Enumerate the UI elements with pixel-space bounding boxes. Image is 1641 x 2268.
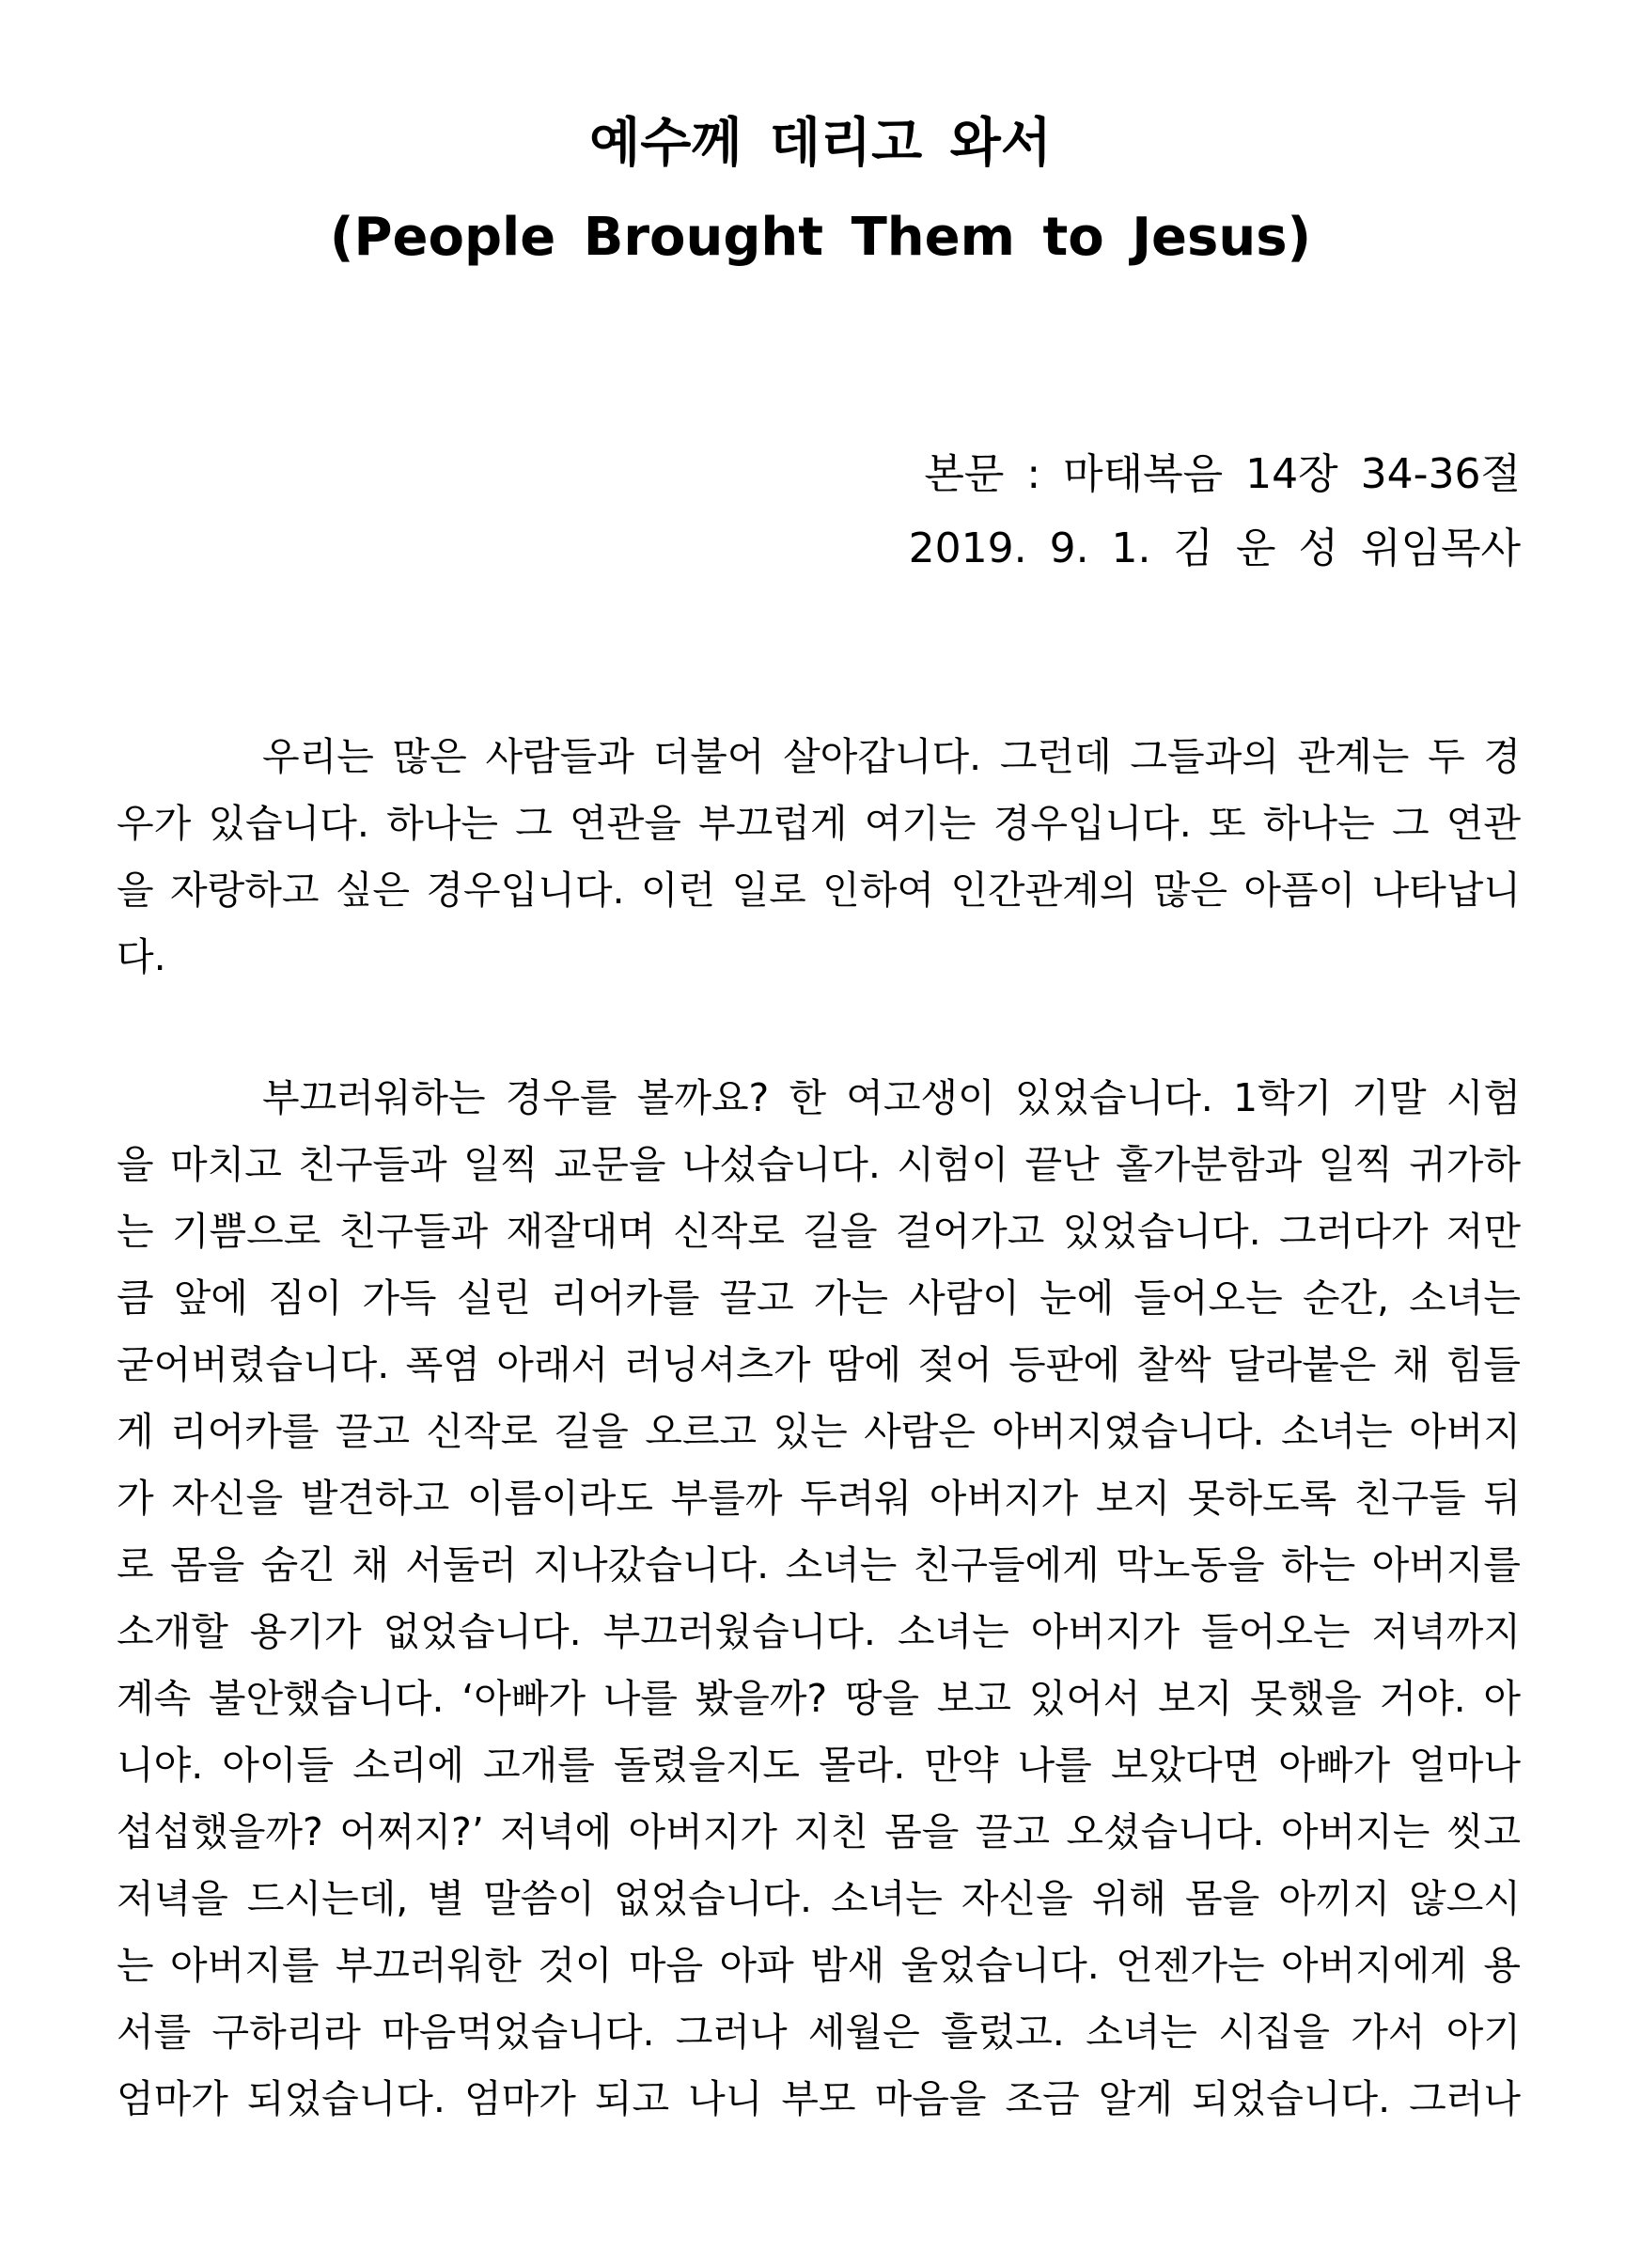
text-line: 저녁을 드시는데, 별 말씀이 없었습니다. 소녀는 자신을 위해 몸을 아끼지 않으시 [117, 1876, 1521, 1921]
text-line: 게 리어카를 끌고 신작로 길을 오르고 있는 사람은 아버지였습니다. 소녀는 아버지 [117, 1409, 1521, 1454]
text-line: 을 자랑하고 싶은 경우입니다. 이런 일로 인하여 인간관계의 많은 아픔이 나타납니 [117, 868, 1521, 913]
text-line: 부끄러워하는 경우를 볼까요? 한 여고생이 있었습니다. 1학기 기말 시험 [262, 1075, 1521, 1120]
text-line: 엄마가 되었습니다. 엄마가 되고 나니 부모 마음을 조금 알게 되었습니다. 그러나 [117, 2076, 1521, 2121]
text-line: 섭섭했을까? 어쩌지?’ 저녁에 아버지가 지친 몸을 끌고 오셨습니다. 아버지는 씻고 [117, 1809, 1521, 1854]
text-line: 다. [117, 934, 166, 979]
text-line: 계속 불안했습니다. ‘아빠가 나를 봤을까? 땅을 보고 있어서 보지 못했을 거야. 아 [117, 1676, 1521, 1721]
text-line: 가 자신을 발견하고 이름이라도 부를까 두려워 아버지가 보지 못하도록 친구들 뒤 [117, 1476, 1521, 1521]
date-author: 2019. 9. 1. 김 운 성 위임목사 [908, 524, 1521, 572]
text-line: 큼 앞에 짐이 가득 실린 리어카를 끌고 가는 사람이 눈에 들어오는 순간, 소녀는 [117, 1275, 1521, 1321]
text-line: 우리는 많은 사람들과 더불어 살아갑니다. 그런데 그들과의 관계는 두 경 [262, 734, 1521, 779]
paragraph-1 [117, 728, 1521, 995]
text-line: 소개할 용기가 없었습니다. 부끄러웠습니다. 소녀는 아버지가 들어오는 저녁까지 [117, 1609, 1521, 1654]
title-english: (People Brought Them to Jesus) [329, 207, 1312, 268]
title-korean: 예수께 데리고 와서 [589, 113, 1052, 174]
text-line: 는 기쁨으로 친구들과 재잘대며 신작로 길을 걸어가고 있었습니다. 그러다가 저만 [117, 1209, 1521, 1254]
paragraph-2 [117, 1070, 1521, 2137]
text-line: 로 몸을 숨긴 채 서둘러 지나갔습니다. 소녀는 친구들에게 막노동을 하는 아버지를 [117, 1542, 1521, 1588]
text-line: 는 아버지를 부끄러워한 것이 마음 아파 밤새 울었습니다. 언젠가는 아버지에게 용 [117, 1943, 1521, 1988]
text-line: 을 마치고 친구들과 일찍 교문을 나섰습니다. 시험이 끝난 홀가분함과 일찍 귀가하 [117, 1142, 1521, 1187]
text-line: 굳어버렸습니다. 폭염 아래서 러닝셔츠가 땀에 젖어 등판에 찰싹 달라붙은 채 힘들 [117, 1342, 1521, 1387]
scripture-reference: 본문 : 마태복음 14장 34-36절 [924, 450, 1521, 498]
text-line: 서를 구하리라 마음먹었습니다. 그러나 세월은 흘렀고. 소녀는 시집을 가서 아기 [117, 2010, 1521, 2055]
text-line: 니야. 아이들 소리에 고개를 돌렸을지도 몰라. 만약 나를 보았다면 아빠가 얼마나 [117, 1743, 1521, 1788]
text-line: 우가 있습니다. 하나는 그 연관을 부끄럽게 여기는 경우입니다. 또 하나는 그 연관 [117, 801, 1521, 846]
